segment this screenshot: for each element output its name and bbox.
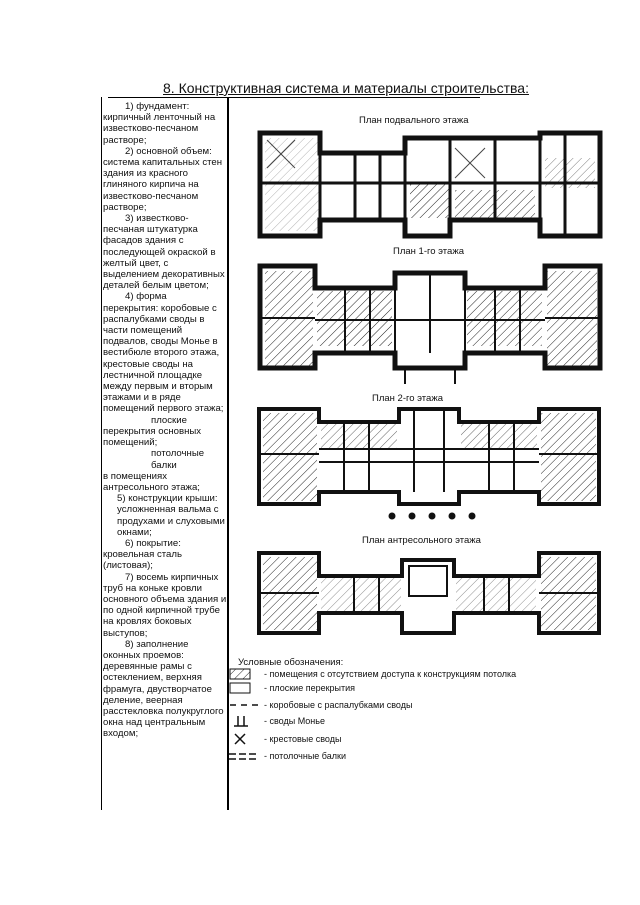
- item-7-heading: 7) восемь кирпичных: [125, 571, 219, 583]
- item-4-heading: 4) форма: [125, 291, 167, 303]
- item-4b-heading: плоские: [151, 414, 187, 426]
- item-2-heading: 2) основной объем:: [125, 145, 212, 157]
- cross-vault-icon: [228, 733, 262, 745]
- legend-label: - потолочные балки: [264, 751, 346, 761]
- empty-box-icon: [228, 682, 262, 694]
- item-5-text: 5) конструкции крыши: усложненная вальма с продухами и слуховыми окнами;: [117, 493, 225, 538]
- first-floor-plan-drawing: [255, 258, 610, 388]
- mezzanine-plan-title: План антресольного этажа: [362, 535, 481, 546]
- item-3-heading: 3) известково-: [125, 213, 189, 225]
- dashed-line-icon: [228, 699, 262, 711]
- legend-item: [228, 749, 346, 763]
- item-2-text: система капитальных стен здания из красного глиняного кирпича на известково-песчаном растворе;: [103, 157, 223, 213]
- mezzanine-plan-drawing: [254, 548, 610, 640]
- legend-item: [228, 714, 325, 728]
- legend-label: - своды Монье: [264, 716, 325, 726]
- construction-description: [103, 101, 227, 740]
- second-floor-plan-drawing: [254, 404, 610, 522]
- double-dashed-line-icon: [228, 750, 262, 762]
- item-4b-text: перекрытия основных помещений;: [103, 425, 202, 449]
- item-8-heading: 8) заполнение: [125, 638, 189, 650]
- item-4c-text: в помещениях антресольного этажа;: [103, 470, 200, 493]
- legend-heading: Условные обозначения:: [238, 657, 344, 668]
- item-4c-heading: потолочные балки: [151, 448, 205, 471]
- item-7-text: труб на коньке кровли основного объема здания и по одной кирпичной трубе на кровлях боковых выступов;: [103, 582, 227, 639]
- legend-item: [228, 698, 412, 712]
- legend-item: [228, 732, 341, 746]
- section-title: 8. Конструктивная система и материалы строительства:: [163, 80, 529, 96]
- second-floor-plan-title: План 2-го этажа: [372, 393, 443, 404]
- item-1-heading: 1) фундамент:: [125, 101, 190, 112]
- title-underline: [108, 97, 480, 98]
- item-3-text: песчаная штукатурка фасадов здания с последующей окраской в желтый цвет, с выделением декоративных деталей белым цветом;: [103, 224, 225, 292]
- legend-label: - помещения с отсутствием доступа к конструкциям потолка: [264, 669, 517, 679]
- hatched-box-icon: [228, 668, 262, 680]
- item-8-text: оконных проемов: деревянные рамы с остеклением, верхняя фрамуга, двустворчатое деление, веерная расстекловка полукруглого окна над центральным входом;: [103, 649, 224, 740]
- left-border-line: [101, 97, 102, 810]
- legend-label: - крестовые своды: [264, 734, 342, 744]
- legend-item: [228, 681, 355, 695]
- item-1-text: кирпичный ленточный на известково-песчаном растворе;: [103, 112, 216, 146]
- monier-vault-icon: [228, 715, 262, 727]
- legend-item: [228, 667, 516, 681]
- basement-plan-title: План подвального этажа: [359, 115, 469, 126]
- item-4-text: перекрытия: коробовые с распалубками своды в части помещений подвалов, своды Монье в вестибюле второго этажа, крестовые своды на лестничной площадке между первым и вторым этажами и в ряде помещений первого этажа;: [103, 302, 224, 415]
- item-6-text: кровельная сталь (листовая);: [103, 549, 182, 572]
- basement-plan-drawing: [255, 128, 610, 243]
- first-floor-plan-title: План 1-го этажа: [393, 246, 464, 257]
- legend-label: - плоские перекрытия: [264, 683, 356, 693]
- item-6-heading: 6) покрытие:: [125, 537, 181, 549]
- legend-label: - коробовые с распалубками своды: [264, 700, 413, 710]
